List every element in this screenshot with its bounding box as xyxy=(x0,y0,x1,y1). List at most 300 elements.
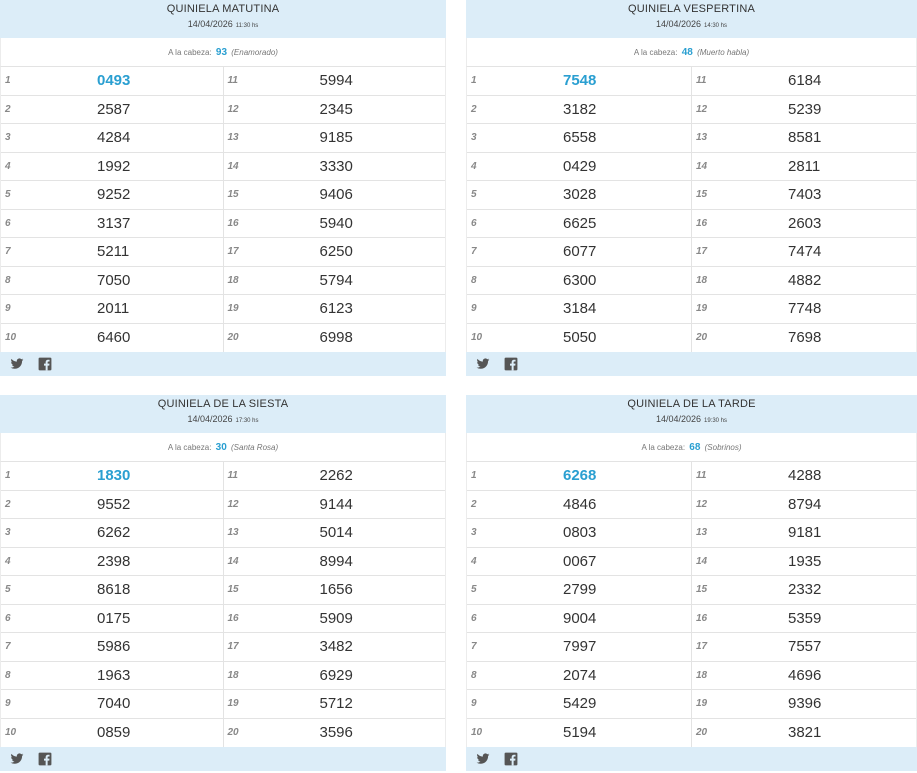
position-label: 3 xyxy=(471,527,477,539)
position-label: 8 xyxy=(471,669,477,681)
result-cell xyxy=(467,462,692,490)
result-cell xyxy=(1,519,224,547)
position-label: 1 xyxy=(5,470,11,482)
result-number: 5211 xyxy=(97,243,130,261)
position-label: 13 xyxy=(227,527,239,539)
result-cell xyxy=(467,690,692,718)
position-label: 14 xyxy=(696,160,708,172)
result-number: 1656 xyxy=(319,581,353,599)
result-number: 5909 xyxy=(319,609,353,627)
draw-datetime xyxy=(466,414,917,424)
position-label: 7 xyxy=(471,246,477,258)
result-number: 7040 xyxy=(97,695,131,713)
result-number: 2262 xyxy=(319,467,353,485)
result-number: 7698 xyxy=(788,329,822,347)
result-number: 3182 xyxy=(563,100,597,118)
result-number: 4882 xyxy=(788,271,822,289)
position-label: 4 xyxy=(471,555,477,567)
result-cell xyxy=(692,633,916,661)
result-cell xyxy=(467,67,692,95)
result-cell xyxy=(467,324,692,353)
result-number: 3596 xyxy=(319,724,353,742)
panel-header xyxy=(0,395,446,433)
table-row xyxy=(467,576,916,605)
result-cell xyxy=(1,153,224,181)
cabeza-meaning: (Enamorado) xyxy=(231,48,278,57)
position-label: 16 xyxy=(227,217,239,229)
position-label: 2 xyxy=(471,103,477,115)
quiniela-panel xyxy=(466,0,917,376)
table-row xyxy=(1,181,445,210)
result-number: 0859 xyxy=(97,724,131,742)
result-cell xyxy=(1,324,224,353)
table-row xyxy=(1,67,445,96)
position-label: 17 xyxy=(696,641,708,653)
draw-hour: 14:30 hs xyxy=(704,23,728,29)
result-number: 4846 xyxy=(563,495,597,513)
position-label: 6 xyxy=(471,217,477,229)
share-bar xyxy=(0,352,446,376)
result-cell xyxy=(692,67,916,95)
position-label: 1 xyxy=(5,75,11,87)
result-number: 5794 xyxy=(319,271,353,289)
position-label: 3 xyxy=(5,132,11,144)
cabeza-summary xyxy=(0,38,446,67)
result-cell xyxy=(692,719,916,748)
position-label: 7 xyxy=(5,246,11,258)
cabeza-label: A la cabeza: xyxy=(168,48,212,57)
facebook-icon[interactable] xyxy=(504,752,518,766)
result-number: 0175 xyxy=(97,609,131,627)
result-cell xyxy=(1,491,224,519)
result-cell xyxy=(467,295,692,323)
position-label: 10 xyxy=(471,332,483,344)
result-cell xyxy=(467,267,692,295)
result-number: 0429 xyxy=(563,157,597,175)
table-row xyxy=(1,690,445,719)
result-number: 7050 xyxy=(97,271,131,289)
result-cell xyxy=(1,605,224,633)
position-label: 14 xyxy=(227,555,239,567)
result-cell xyxy=(1,210,224,238)
position-label: 7 xyxy=(5,641,11,653)
table-row xyxy=(467,67,916,96)
results-table xyxy=(0,67,446,352)
result-cell xyxy=(224,576,446,604)
result-number: 7997 xyxy=(563,638,597,656)
facebook-icon[interactable] xyxy=(504,357,518,371)
result-number: 2603 xyxy=(788,214,822,232)
twitter-icon[interactable] xyxy=(10,752,24,766)
position-label: 2 xyxy=(5,103,11,115)
first-prize-number: 0493 xyxy=(97,72,131,90)
table-row xyxy=(1,153,445,182)
result-cell xyxy=(467,124,692,152)
result-number: 6929 xyxy=(319,666,353,684)
twitter-icon[interactable] xyxy=(10,357,24,371)
result-cell xyxy=(467,181,692,209)
table-row xyxy=(1,491,445,520)
table-row xyxy=(467,153,916,182)
position-label: 11 xyxy=(227,470,238,482)
draw-hour: 17:30 hs xyxy=(235,418,259,424)
result-number: 4288 xyxy=(788,467,822,485)
table-row xyxy=(1,633,445,662)
result-number: 3821 xyxy=(788,724,822,742)
position-label: 17 xyxy=(227,641,239,653)
result-cell xyxy=(224,548,446,576)
result-cell xyxy=(692,267,916,295)
table-row xyxy=(1,662,445,691)
cabeza-label: A la cabeza: xyxy=(641,443,686,452)
result-number: 2811 xyxy=(788,157,821,175)
result-cell xyxy=(692,238,916,266)
result-cell xyxy=(692,96,916,124)
table-row xyxy=(467,605,916,634)
position-label: 9 xyxy=(471,698,477,710)
quiniela-panel xyxy=(0,0,446,376)
result-cell xyxy=(692,605,916,633)
result-number: 5239 xyxy=(788,100,822,118)
position-label: 13 xyxy=(696,132,708,144)
result-cell xyxy=(224,267,446,295)
cabeza-summary xyxy=(0,433,446,462)
result-number: 6077 xyxy=(563,243,597,261)
result-cell xyxy=(1,96,224,124)
result-number: 3137 xyxy=(97,214,131,232)
table-row xyxy=(1,605,445,634)
cabeza-summary xyxy=(466,38,917,67)
result-cell xyxy=(224,124,446,152)
result-number: 5712 xyxy=(319,695,353,713)
table-row xyxy=(467,462,916,491)
result-cell xyxy=(224,633,446,661)
position-label: 7 xyxy=(471,641,477,653)
position-label: 18 xyxy=(696,274,708,286)
position-label: 9 xyxy=(471,303,477,315)
table-row xyxy=(1,519,445,548)
position-label: 10 xyxy=(5,727,17,739)
table-row xyxy=(1,462,445,491)
result-number: 5194 xyxy=(563,724,597,742)
position-label: 18 xyxy=(696,669,708,681)
table-row xyxy=(467,181,916,210)
first-prize-number: 6268 xyxy=(563,467,597,485)
position-label: 1 xyxy=(471,75,477,87)
position-label: 17 xyxy=(227,246,239,258)
result-number: 2398 xyxy=(97,552,131,570)
table-row xyxy=(1,576,445,605)
result-number: 4696 xyxy=(788,666,822,684)
table-row xyxy=(467,548,916,577)
result-cell xyxy=(692,295,916,323)
result-number: 2587 xyxy=(97,100,131,118)
result-number: 2799 xyxy=(563,581,597,599)
twitter-icon[interactable] xyxy=(476,357,490,371)
result-number: 8581 xyxy=(788,129,822,147)
result-number: 6625 xyxy=(563,214,597,232)
position-label: 11 xyxy=(696,75,707,87)
result-number: 1935 xyxy=(788,552,822,570)
result-number: 6998 xyxy=(319,329,353,347)
position-label: 10 xyxy=(5,332,17,344)
share-bar xyxy=(466,352,917,376)
result-cell xyxy=(692,462,916,490)
result-number: 7748 xyxy=(788,300,822,318)
panel-title: QUINIELA VESPERTINA xyxy=(627,3,756,15)
table-row xyxy=(467,519,916,548)
result-number: 0067 xyxy=(563,552,597,570)
draw-datetime xyxy=(466,19,917,29)
position-label: 9 xyxy=(5,303,11,315)
result-cell xyxy=(224,67,446,95)
result-number: 9252 xyxy=(97,186,131,204)
position-label: 12 xyxy=(227,103,239,115)
result-number: 6558 xyxy=(563,129,597,147)
position-label: 20 xyxy=(696,727,708,739)
table-row xyxy=(1,295,445,324)
result-cell xyxy=(1,633,224,661)
result-cell xyxy=(224,295,446,323)
result-number: 5994 xyxy=(319,72,353,90)
position-label: 9 xyxy=(5,698,11,710)
draw-date: 14/04/2026 xyxy=(655,414,701,424)
position-label: 12 xyxy=(696,103,708,115)
position-label: 15 xyxy=(696,189,708,201)
result-number: 3330 xyxy=(319,157,353,175)
result-number: 6184 xyxy=(788,72,822,90)
draw-date: 14/04/2026 xyxy=(187,414,233,424)
draw-datetime xyxy=(0,414,446,424)
result-number: 4284 xyxy=(97,129,131,147)
result-number: 9144 xyxy=(319,495,353,513)
results-table xyxy=(0,462,446,747)
table-row xyxy=(467,491,916,520)
result-cell xyxy=(467,605,692,633)
position-label: 3 xyxy=(5,527,11,539)
result-cell xyxy=(1,576,224,604)
position-label: 18 xyxy=(227,274,239,286)
results-table xyxy=(466,67,917,352)
result-cell xyxy=(224,324,446,353)
result-cell xyxy=(467,633,692,661)
panel-header xyxy=(466,395,917,433)
result-number: 3028 xyxy=(563,186,597,204)
position-label: 6 xyxy=(471,612,477,624)
position-label: 5 xyxy=(471,189,477,201)
result-number: 9396 xyxy=(788,695,822,713)
result-number: 6300 xyxy=(563,271,597,289)
result-number: 5986 xyxy=(97,638,131,656)
result-cell xyxy=(692,690,916,718)
table-row xyxy=(1,548,445,577)
result-cell xyxy=(467,576,692,604)
table-row xyxy=(467,324,916,353)
table-row xyxy=(467,295,916,324)
position-label: 12 xyxy=(227,498,239,510)
result-cell xyxy=(224,519,446,547)
position-label: 15 xyxy=(227,584,239,596)
result-cell xyxy=(1,719,224,748)
position-label: 16 xyxy=(696,612,708,624)
result-cell xyxy=(224,605,446,633)
table-row xyxy=(467,662,916,691)
cabeza-number: 30 xyxy=(215,442,227,453)
result-cell xyxy=(224,238,446,266)
table-row xyxy=(1,96,445,125)
draw-hour: 11:30 hs xyxy=(235,23,259,29)
result-number: 3184 xyxy=(563,300,597,318)
result-number: 9406 xyxy=(319,186,353,204)
position-label: 5 xyxy=(5,584,11,596)
result-number: 2332 xyxy=(788,581,822,599)
result-number: 5014 xyxy=(319,524,353,542)
position-label: 11 xyxy=(227,75,238,87)
result-number: 6250 xyxy=(319,243,353,261)
result-cell xyxy=(692,548,916,576)
position-label: 1 xyxy=(471,470,477,482)
cabeza-number: 68 xyxy=(689,442,701,453)
table-row xyxy=(1,324,445,353)
panel-title: QUINIELA MATUTINA xyxy=(166,3,280,15)
result-cell xyxy=(224,210,446,238)
result-number: 1963 xyxy=(97,666,131,684)
position-label: 19 xyxy=(696,303,708,315)
position-label: 6 xyxy=(5,612,11,624)
share-bar xyxy=(0,747,446,771)
position-label: 20 xyxy=(227,332,239,344)
table-row xyxy=(1,719,445,748)
result-number: 6123 xyxy=(319,300,353,318)
result-number: 5050 xyxy=(563,329,597,347)
result-cell xyxy=(1,295,224,323)
results-table xyxy=(466,462,917,747)
result-number: 7557 xyxy=(788,638,822,656)
result-number: 9004 xyxy=(563,609,597,627)
result-cell xyxy=(1,67,224,95)
position-label: 17 xyxy=(696,246,708,258)
result-cell xyxy=(467,519,692,547)
panel-header xyxy=(0,0,446,38)
result-cell xyxy=(224,462,446,490)
result-cell xyxy=(692,124,916,152)
result-cell xyxy=(1,124,224,152)
result-number: 8618 xyxy=(97,581,131,599)
position-label: 15 xyxy=(696,584,708,596)
result-cell xyxy=(1,181,224,209)
result-cell xyxy=(1,462,224,490)
position-label: 4 xyxy=(471,160,477,172)
position-label: 14 xyxy=(696,555,708,567)
result-cell xyxy=(692,576,916,604)
table-row xyxy=(467,124,916,153)
table-row xyxy=(1,238,445,267)
panel-title: QUINIELA DE LA TARDE xyxy=(627,398,756,410)
result-cell xyxy=(224,662,446,690)
result-cell xyxy=(467,662,692,690)
cabeza-meaning: (Muerto habla) xyxy=(697,48,750,57)
result-cell xyxy=(692,491,916,519)
position-label: 6 xyxy=(5,217,11,229)
table-row xyxy=(1,124,445,153)
result-cell xyxy=(692,662,916,690)
position-label: 4 xyxy=(5,555,11,567)
position-label: 20 xyxy=(696,332,708,344)
result-number: 5940 xyxy=(319,214,353,232)
first-prize-number: 1830 xyxy=(97,467,131,485)
position-label: 19 xyxy=(227,698,239,710)
cabeza-label: A la cabeza: xyxy=(167,443,212,452)
cabeza-meaning: (Santa Rosa) xyxy=(231,443,279,452)
position-label: 16 xyxy=(227,612,239,624)
result-cell xyxy=(224,181,446,209)
result-cell xyxy=(224,153,446,181)
result-cell xyxy=(692,153,916,181)
table-row xyxy=(467,719,916,748)
result-number: 0803 xyxy=(563,524,597,542)
result-cell xyxy=(467,153,692,181)
result-number: 7474 xyxy=(788,243,822,261)
result-cell xyxy=(467,719,692,748)
result-cell xyxy=(467,96,692,124)
table-row xyxy=(1,210,445,239)
draw-hour: 19:30 hs xyxy=(704,418,728,424)
result-cell xyxy=(1,267,224,295)
result-cell xyxy=(467,210,692,238)
result-number: 8794 xyxy=(788,495,822,513)
result-cell xyxy=(1,238,224,266)
position-label: 12 xyxy=(696,498,708,510)
position-label: 20 xyxy=(227,727,239,739)
result-cell xyxy=(224,719,446,748)
position-label: 4 xyxy=(5,160,11,172)
result-cell xyxy=(467,238,692,266)
result-cell xyxy=(1,690,224,718)
table-row xyxy=(467,633,916,662)
result-cell xyxy=(1,548,224,576)
share-bar xyxy=(466,747,917,771)
position-label: 18 xyxy=(227,669,239,681)
position-label: 8 xyxy=(471,274,477,286)
draw-date: 14/04/2026 xyxy=(655,19,701,29)
position-label: 5 xyxy=(5,189,11,201)
panel-header xyxy=(466,0,917,38)
result-cell xyxy=(467,548,692,576)
position-label: 8 xyxy=(5,274,11,286)
position-label: 5 xyxy=(471,584,477,596)
facebook-icon[interactable] xyxy=(38,752,52,766)
draw-date: 14/04/2026 xyxy=(187,19,233,29)
table-row xyxy=(467,96,916,125)
result-cell xyxy=(692,519,916,547)
twitter-icon[interactable] xyxy=(476,752,490,766)
result-number: 2074 xyxy=(563,666,597,684)
result-number: 8994 xyxy=(319,552,353,570)
position-label: 14 xyxy=(227,160,239,172)
result-number: 2011 xyxy=(97,300,130,318)
result-number: 9181 xyxy=(788,524,822,542)
result-cell xyxy=(224,96,446,124)
facebook-icon[interactable] xyxy=(38,357,52,371)
result-number: 3482 xyxy=(319,638,353,656)
result-number: 2345 xyxy=(319,100,353,118)
result-cell xyxy=(224,491,446,519)
table-row xyxy=(1,267,445,296)
draw-datetime xyxy=(0,19,446,29)
position-label: 19 xyxy=(227,303,239,315)
position-label: 3 xyxy=(471,132,477,144)
cabeza-number: 93 xyxy=(215,47,228,58)
